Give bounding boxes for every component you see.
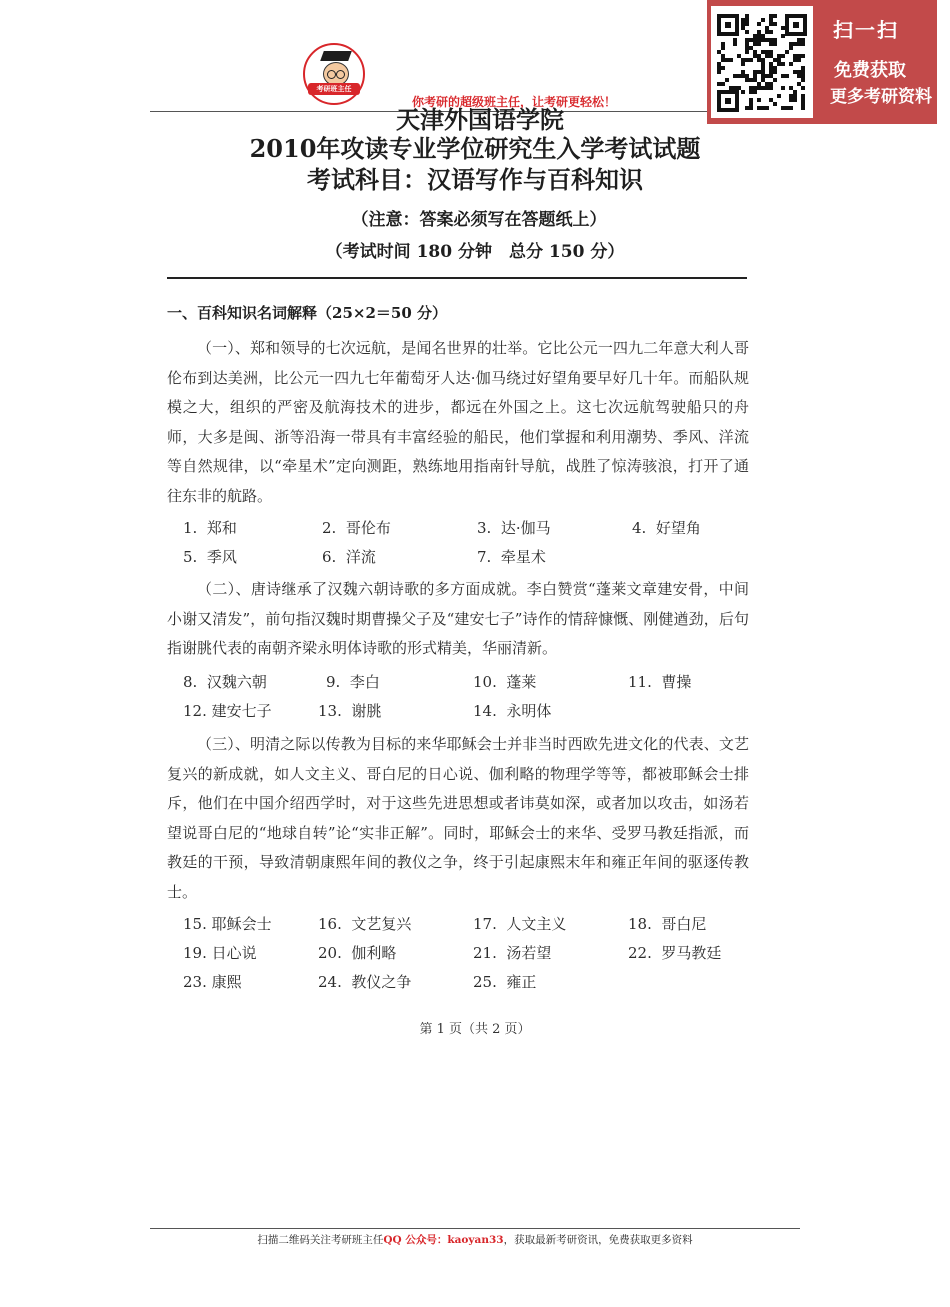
term-item: 1. 郑和 [183,519,237,537]
qr-module [721,82,725,86]
footer-suffix: ，获取最新考研资讯，免费获取更多资料 [503,1234,693,1246]
term-item: 11. 曹操 [628,673,692,691]
qr-module [757,42,761,46]
qr-module [757,22,761,26]
header-slogan: 你考研的超级班主任，让考研更轻松！ [412,95,617,109]
footer-text [0,1232,950,1247]
qr-module [733,42,737,46]
passage-1: （一）、郑和领导的七次远航，是闻名世界的壮举。它比公元一四九二年意大利人哥伦布到达美洲，比公元一四九七年葡萄牙人达·伽马绕过好望角要早好几十年。而船队规模之大，组织的严密及航海技术的进步，都远在外国之上。这七次远航驾驶船只的舟师，大多是闽、浙等沿海一带具有丰富经验的船民，他们掌握和利用潮势、季风、洋流等自然规律，以“牵星术”定向测距，熟练地用指南针导航，战胜了惊涛骇浪，打开了通往东非的航路。 [167,339,749,505]
qr-module [801,86,805,90]
qr-module [769,86,773,90]
qr-module [789,46,793,50]
qr-module [721,46,725,50]
term-item: 14. 永明体 [473,702,552,720]
term-item: 4. 好望角 [632,519,701,537]
qr-module [773,78,777,82]
page-number: 第 1 页（共 2 页） [419,1022,531,1037]
scan-label: 扫一扫 [833,18,899,42]
qr-module [797,58,801,62]
qr-module [773,42,777,46]
qr-finder-pattern [785,14,807,36]
qr-module [745,30,749,34]
qr-module [769,30,773,34]
qr-module [717,70,721,74]
term-item: 23. 康熙 [183,973,242,991]
term-item: 3. 达·伽马 [477,519,551,537]
qr-module [745,50,749,54]
brand-logo [303,43,365,105]
term-item: 5. 季风 [183,548,237,566]
term-item: 19. 日心说 [183,944,257,962]
qr-module [781,26,785,30]
term-item: 16. 文艺复兴 [318,915,412,933]
logo-banner [308,83,360,95]
term-item: 2. 哥伦布 [322,519,391,537]
term-item: 8. 汉魏六朝 [183,673,267,691]
graduation-cap-icon [320,51,352,61]
term-item: 6. 洋流 [322,548,376,566]
qr-module [785,74,789,78]
school-name: 天津外国语学院 [396,105,564,134]
qr-module [745,22,749,26]
passage-3: （三）、明清之际以传教为目标的来华耶稣会士并非当时西欧先进文化的代表、文艺复兴的新成就，如人文主义、哥白尼的日心说、伽利略的物理学等等，都被耶稣会士排斥，他们在中国介绍西学时，对于这些先进思想或者讳莫如深，或者加以攻击，如汤若望说哥白尼的“地球自转”论“实非正解”。同时，耶稣会士的来华、受罗马教廷指派，而教廷的干预，导致清朝康熙年间的教仪之争，终于引起康熙末年和雍正年间的驱逐传教士。 [167,735,749,901]
qr-module [773,70,777,74]
qr-module [777,94,781,98]
qr-module [741,90,745,94]
qr-module [781,62,785,66]
term-item: 13. 谢朓 [318,702,382,720]
term-item: 18. 哥白尼 [628,915,707,933]
qr-module [773,22,777,26]
section-heading: 一、百科知识名词解释（25×2＝50 分） [167,304,447,322]
term-item: 21. 汤若望 [473,944,552,962]
qr-module [741,62,745,66]
term-item: 10. 蓬莱 [473,673,537,691]
qr-module [781,86,785,90]
passage-2: （二）、唐诗继承了汉魏六朝诗歌的多方面成就。李白赞赏“蓬莱文章建安骨，中间小谢又清发”，前句指汉魏时期曹操父子及“建安七子”诗作的情辞慷慨、刚健遒劲，后句指谢朓代表的南朝齐梁永明体诗歌的形式精美，华丽清新。 [167,580,749,657]
qr-module [781,34,785,38]
qr-module [725,78,729,82]
exam-subject: 考试科目：汉语写作与百科知识 [307,165,643,194]
qr-module [773,14,777,18]
term-item: 20. 伽利略 [318,944,397,962]
qr-module [753,90,757,94]
qr-module [761,18,765,22]
qr-module [781,54,785,58]
title-divider [167,277,747,279]
qr-finder-pattern [717,14,739,36]
term-item: 22. 罗马教廷 [628,944,722,962]
term-item: 17. 人文主义 [473,915,567,933]
promo-line-2: 更多考研资料 [830,87,932,107]
footer-prefix: 扫描二维码关注考研班主任 [257,1234,384,1246]
logo-text: 考研班主任 [316,85,352,93]
exam-title: 2010年攻读专业学位研究生入学考试试题 [249,134,701,163]
qr-module [801,78,805,82]
qr-module [789,62,793,66]
footer-qq-account[interactable]: QQ 公众号：kaoyan33 [383,1234,504,1246]
footer-divider [150,1228,800,1229]
qr-module [729,58,733,62]
term-item: 7. 牵星术 [477,548,546,566]
term-item: 15. 耶稣会士 [183,915,272,933]
promo-line-1: 免费获取 [834,60,906,81]
term-item: 9. 李白 [326,673,380,691]
exam-time: （考试时间 180 分钟 总分 150 分） [325,242,625,262]
qr-module [721,66,725,70]
term-item: 25. 雍正 [473,973,537,991]
qr-module [801,54,805,58]
term-item: 24. 教仪之争 [318,973,412,991]
qr-module [749,58,753,62]
term-item: 12. 建安七子 [183,702,272,720]
answer-note: （注意：答案必须写在答题纸上） [351,210,607,230]
qr-module [785,50,789,54]
qr-module [801,42,805,46]
